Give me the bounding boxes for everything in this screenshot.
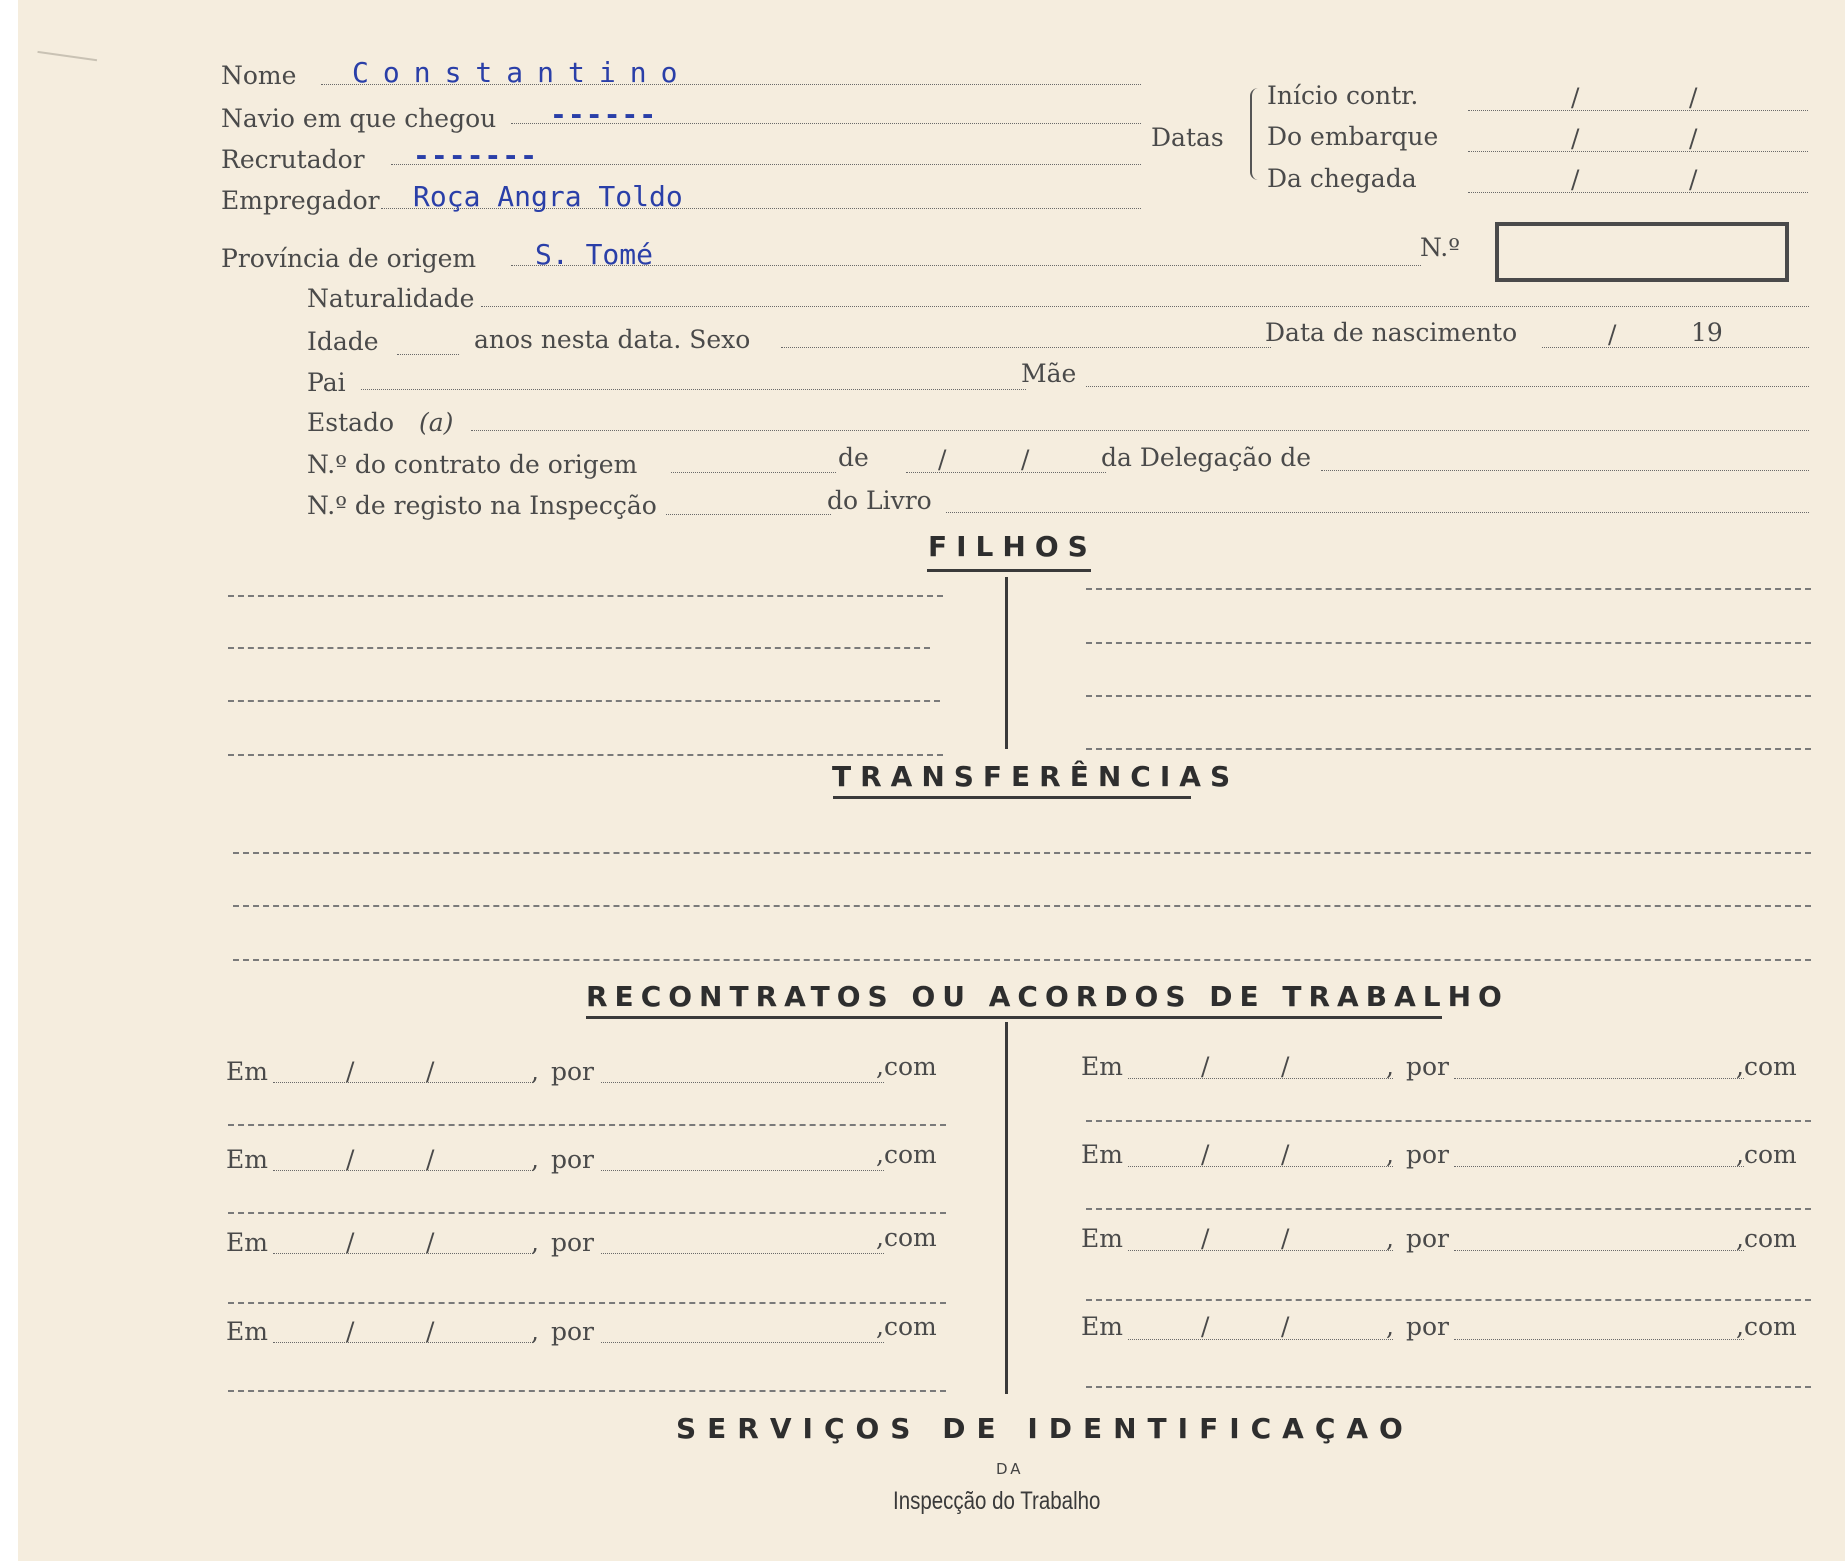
- recontratos-heading: RECONTRATOS OU ACORDOS DE TRABALHO: [586, 980, 1509, 1013]
- recontratos-divider: [1005, 1022, 1008, 1394]
- nome-value: Constantino: [352, 56, 692, 89]
- em-label: Em: [226, 1057, 268, 1086]
- filhos-line: [228, 754, 943, 756]
- estado-suffix: (a): [419, 408, 454, 437]
- por-line: [601, 1253, 884, 1254]
- anos-sexo-label: anos nesta data. Sexo: [474, 325, 751, 354]
- embarque-slash-2: /: [1689, 124, 1698, 153]
- filhos-divider: [1005, 577, 1008, 749]
- navio-label: Navio em que chegou: [221, 104, 497, 133]
- contrato-slash-2: /: [1021, 445, 1030, 474]
- continuation-line: [228, 1390, 946, 1392]
- recrutador-label: Recrutador: [221, 145, 365, 174]
- contrato-de-label: de: [838, 443, 869, 472]
- datas-label: Datas: [1151, 123, 1224, 152]
- continuation-line: [228, 1124, 946, 1126]
- por-label: por: [551, 1057, 595, 1086]
- nascimento-label: Data de nascimento: [1265, 318, 1518, 347]
- com-label: ,com: [876, 1140, 937, 1169]
- por-label: por: [1406, 1312, 1450, 1341]
- embarque-label: Do embarque: [1267, 122, 1439, 151]
- por-line: [601, 1170, 884, 1171]
- recrutador-value: -------: [413, 139, 539, 172]
- slash: /: [426, 1228, 435, 1257]
- por-line: [1454, 1166, 1744, 1167]
- comma: ,: [531, 1057, 539, 1086]
- slash: /: [346, 1145, 355, 1174]
- corner-mark: [35, 51, 97, 79]
- mae-label: Mãe: [1021, 359, 1077, 388]
- continuation-line: [1086, 1120, 1811, 1122]
- registo-line: [666, 514, 831, 515]
- date-line: [273, 1082, 533, 1083]
- date-line: [1128, 1339, 1393, 1340]
- recontratos-underline: [586, 1016, 1442, 1019]
- slash: /: [1281, 1052, 1290, 1081]
- livro-label: do Livro: [827, 486, 932, 515]
- slash: /: [1281, 1312, 1290, 1341]
- footer-subtitle: Inspecção do Trabalho: [893, 1487, 1101, 1515]
- slash: /: [346, 1228, 355, 1257]
- com-label: ,com: [876, 1312, 937, 1341]
- contrato-slash-1: /: [938, 445, 947, 474]
- chegada-slash-2: /: [1689, 165, 1698, 194]
- navio-value: ------: [550, 98, 658, 131]
- naturalidade-line: [481, 306, 1809, 307]
- em-label: Em: [226, 1317, 268, 1346]
- filhos-line: [1086, 588, 1811, 590]
- em-label: Em: [1081, 1052, 1123, 1081]
- nome-label: Nome: [221, 61, 297, 90]
- filhos-heading: FILHOS: [928, 530, 1097, 563]
- por-line: [1454, 1078, 1744, 1079]
- continuation-line: [1086, 1386, 1811, 1388]
- continuation-line: [228, 1302, 946, 1304]
- comma: ,: [1386, 1312, 1394, 1341]
- em-label: Em: [1081, 1140, 1123, 1169]
- comma: ,: [531, 1228, 539, 1257]
- em-label: Em: [1081, 1312, 1123, 1341]
- filhos-line: [228, 647, 930, 649]
- continuation-line: [1086, 1208, 1811, 1210]
- contrato-date-line: [906, 472, 1106, 473]
- transferencias-line: [233, 959, 1811, 961]
- comma: ,: [531, 1317, 539, 1346]
- slash: /: [1281, 1140, 1290, 1169]
- por-label: por: [551, 1145, 595, 1174]
- embarque-slash-1: /: [1571, 124, 1580, 153]
- footer-title: SERVIÇOS DE IDENTIFICAÇAO: [676, 1412, 1414, 1445]
- footer-da: DA: [996, 1460, 1024, 1478]
- delegacao-line: [1321, 470, 1809, 471]
- form-card: [18, 0, 1845, 1561]
- transferencias-heading: TRANSFERÊNCIAS: [832, 760, 1240, 793]
- por-label: por: [1406, 1052, 1450, 1081]
- por-label: por: [551, 1228, 595, 1257]
- com-label: ,com: [1736, 1052, 1797, 1081]
- nascimento-line: [1542, 347, 1809, 348]
- chegada-line: [1468, 192, 1808, 193]
- transferencias-underline: [833, 796, 1191, 799]
- chegada-label: Da chegada: [1267, 164, 1417, 193]
- continuation-line: [1086, 1299, 1811, 1301]
- comma: ,: [531, 1145, 539, 1174]
- transferencias-line: [233, 852, 1811, 854]
- delegacao-label: da Delegação de: [1101, 443, 1312, 472]
- por-label: por: [1406, 1224, 1450, 1253]
- provincia-label: Província de origem: [221, 244, 477, 273]
- date-line: [1128, 1078, 1393, 1079]
- por-line: [1454, 1339, 1744, 1340]
- em-label: Em: [1081, 1224, 1123, 1253]
- slash: /: [1201, 1052, 1210, 1081]
- slash: /: [426, 1145, 435, 1174]
- date-line: [273, 1170, 533, 1171]
- pai-line: [361, 389, 1026, 390]
- empregador-label: Empregador: [221, 186, 380, 215]
- slash: /: [426, 1317, 435, 1346]
- contrato-label: N.º do contrato de origem: [307, 450, 638, 479]
- sexo-line: [781, 347, 1271, 348]
- continuation-line: [228, 1212, 946, 1214]
- transferencias-line: [233, 905, 1811, 907]
- provincia-value: S. Tomé: [535, 238, 654, 271]
- inicio-line: [1468, 110, 1808, 111]
- livro-line: [946, 512, 1809, 513]
- naturalidade-label: Naturalidade: [307, 284, 475, 313]
- filhos-line: [1086, 748, 1811, 750]
- mae-line: [1086, 386, 1809, 387]
- slash: /: [426, 1057, 435, 1086]
- por-label: por: [1406, 1140, 1450, 1169]
- com-label: ,com: [876, 1052, 937, 1081]
- slash: /: [346, 1057, 355, 1086]
- com-label: ,com: [1736, 1224, 1797, 1253]
- date-line: [1128, 1250, 1393, 1251]
- slash: /: [346, 1317, 355, 1346]
- idade-label: Idade: [307, 327, 379, 356]
- por-line: [601, 1342, 884, 1343]
- numero-box: [1495, 222, 1789, 282]
- contrato-line: [671, 472, 836, 473]
- numero-label: N.º: [1420, 233, 1460, 262]
- inicio-label: Início contr.: [1267, 81, 1419, 110]
- por-line: [601, 1082, 884, 1083]
- date-line: [1128, 1166, 1393, 1167]
- registo-label: N.º de registo na Inspecção: [307, 491, 657, 520]
- date-line: [273, 1342, 533, 1343]
- com-label: ,com: [1736, 1140, 1797, 1169]
- embarque-line: [1468, 151, 1808, 152]
- estado-line: [471, 430, 1809, 431]
- por-line: [1454, 1250, 1744, 1251]
- filhos-underline: [927, 569, 1091, 572]
- filhos-line: [1086, 642, 1811, 644]
- date-line: [273, 1253, 533, 1254]
- nascimento-slash: /: [1608, 320, 1617, 349]
- inicio-slash-2: /: [1689, 83, 1698, 112]
- datas-brace: [1250, 88, 1258, 180]
- idade-line: [397, 354, 459, 355]
- filhos-line: [228, 595, 943, 597]
- slash: /: [1201, 1224, 1210, 1253]
- com-label: ,com: [1736, 1312, 1797, 1341]
- estado-label: Estado: [307, 408, 395, 437]
- nascimento-century: 19: [1691, 318, 1723, 347]
- filhos-line: [1086, 695, 1811, 697]
- comma: ,: [1386, 1224, 1394, 1253]
- com-label: ,com: [876, 1223, 937, 1252]
- em-label: Em: [226, 1228, 268, 1257]
- comma: ,: [1386, 1140, 1394, 1169]
- slash: /: [1281, 1224, 1290, 1253]
- slash: /: [1201, 1312, 1210, 1341]
- filhos-line: [228, 700, 940, 702]
- empregador-value: Roça Angra Toldo: [413, 180, 683, 213]
- slash: /: [1201, 1140, 1210, 1169]
- por-label: por: [551, 1317, 595, 1346]
- pai-label: Pai: [307, 368, 346, 397]
- inicio-slash-1: /: [1571, 83, 1580, 112]
- chegada-slash-1: /: [1571, 165, 1580, 194]
- comma: ,: [1386, 1052, 1394, 1081]
- em-label: Em: [226, 1145, 268, 1174]
